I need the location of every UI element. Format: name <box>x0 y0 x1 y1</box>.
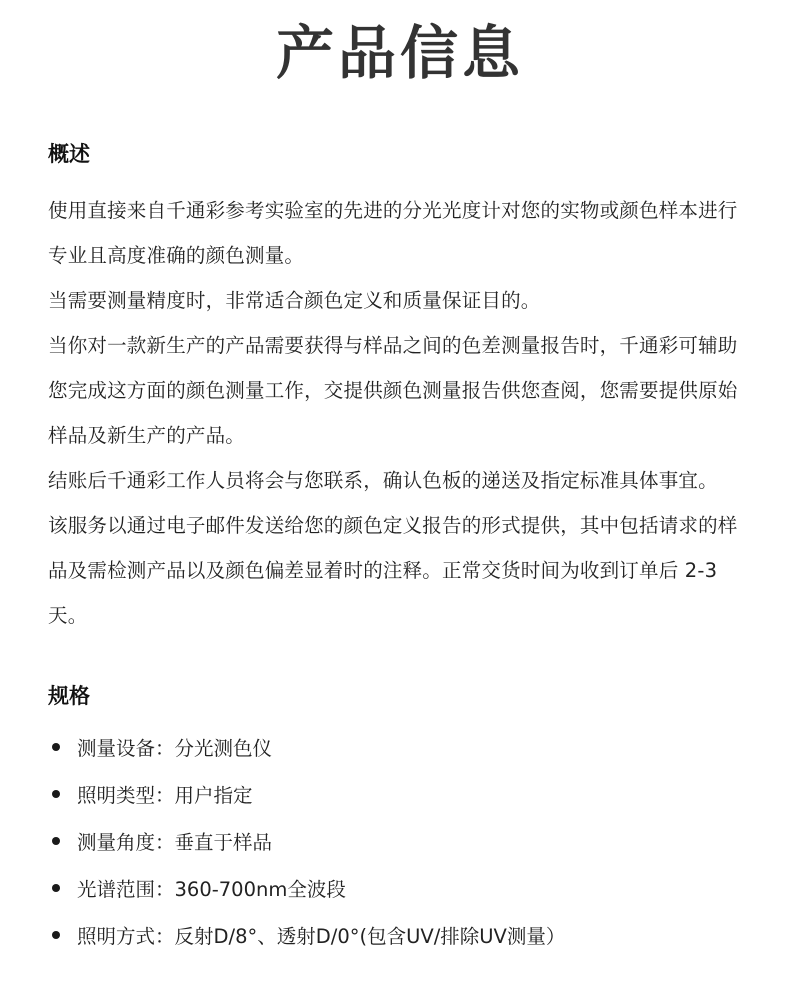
overview-paragraph-3: 当你对一款新生产的产品需要获得与样品之间的色差测量报告时，千通彩可辅助您完成这方面的颜色测量工作，交提供颜色测量报告供您查阅，您需要提供原始样品及新生产的产品。 <box>48 334 738 447</box>
overview-paragraph-4: 结账后千通彩工作人员将会与您联系，确认色板的递送及指定标准具体事宜。 <box>48 469 718 492</box>
spec-item-illumination-mode <box>48 911 752 958</box>
spec-item-angle <box>48 817 752 864</box>
overview-paragraph-5: 该服务以通过电子邮件发送给您的颜色定义报告的形式提供，其中包括请求的样品及需检测产品以及颜色偏差显着时的注释。正常交货时间为收到订单后 2-3 天。 <box>48 514 738 627</box>
spec-item-text: 光谱范围：360-700nm全波段 <box>77 877 346 901</box>
spec-item-text: 测量设备：分光测色仪 <box>77 736 273 760</box>
bullet-icon <box>52 837 60 845</box>
overview-paragraphs <box>48 188 752 638</box>
bullet-icon <box>52 790 60 798</box>
spec-item-text: 照明类型：用户指定 <box>77 783 253 807</box>
spec-item-text: 测量角度：垂直于样品 <box>77 830 273 854</box>
overview-paragraph-1: 使用直接来自千通彩参考实验室的先进的分光光度计对您的实物或颜色样本进行专业且高度准确的颜色测量。 <box>48 199 738 267</box>
specs-heading: 规格 <box>48 684 90 708</box>
bullet-icon <box>52 931 60 939</box>
bullet-icon <box>52 884 60 892</box>
overview-section <box>48 144 752 638</box>
overview-heading: 概述 <box>48 142 90 166</box>
spec-item-text: 照明方式：反射D/8°、透射D/0°(包含UV/排除UV测量） <box>77 924 566 948</box>
bullet-icon <box>52 743 60 751</box>
overview-paragraph-2: 当需要测量精度时，非常适合颜色定义和质量保证目的。 <box>48 289 541 312</box>
spec-item-spectrum <box>48 864 752 911</box>
spec-item-device <box>48 723 752 770</box>
page-title: 产品信息 <box>275 19 524 87</box>
specs-list <box>48 723 752 958</box>
specs-section <box>48 686 752 958</box>
spec-item-illumination-type <box>48 770 752 817</box>
